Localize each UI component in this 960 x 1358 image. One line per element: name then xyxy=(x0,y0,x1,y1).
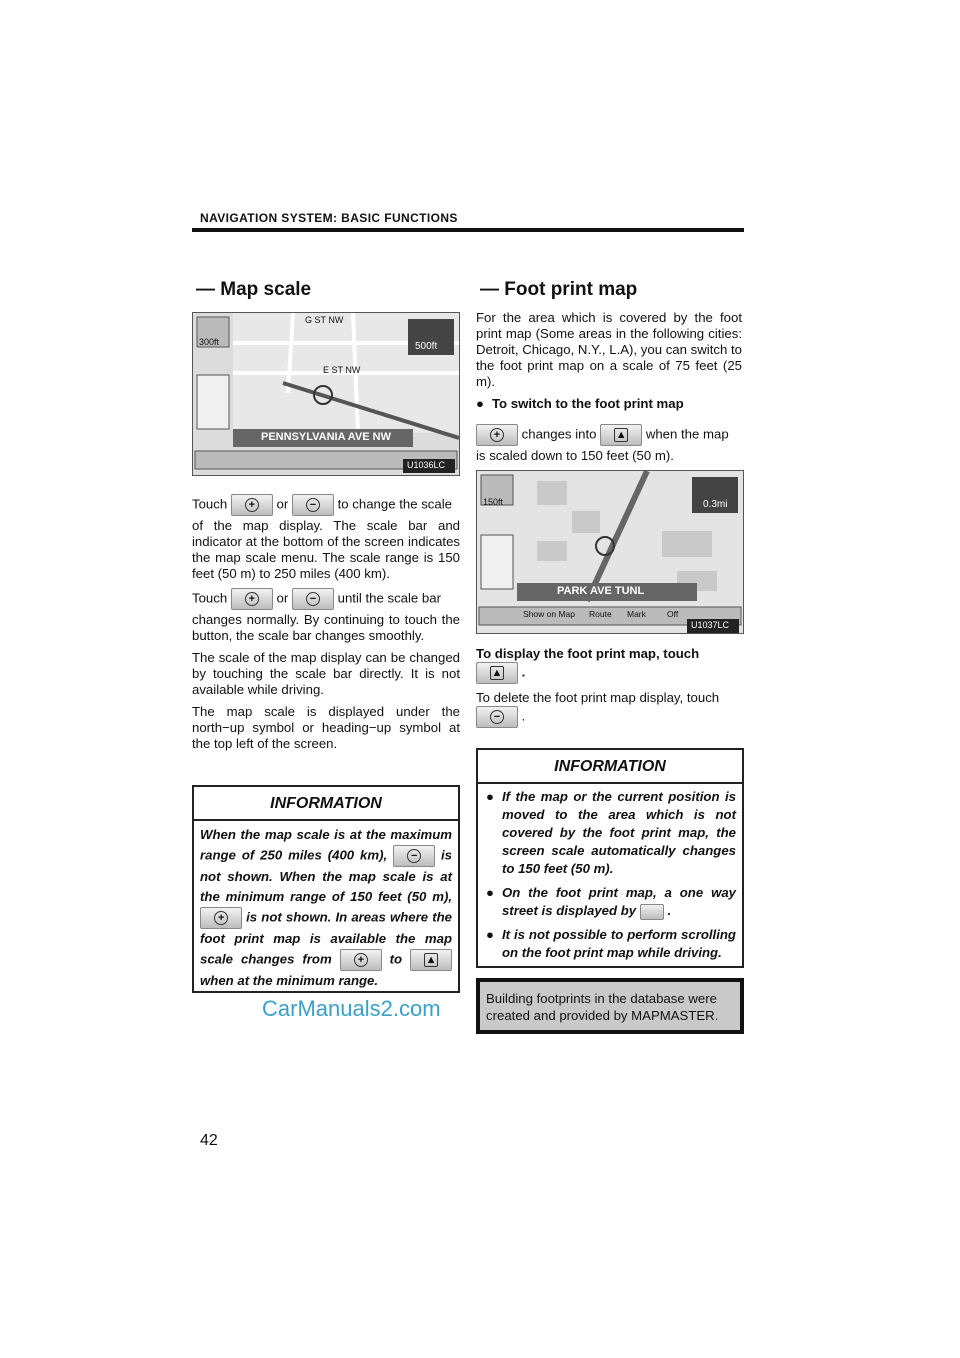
zoom-in-button-icon: + xyxy=(231,494,273,516)
fp-info-b2: On the foot print map, a one way street is displayed by xyxy=(501,885,736,918)
fp-info-b3: It is not possible to perform scrolling on the foot print map while driving. xyxy=(501,927,736,960)
map-scale-body xyxy=(192,494,460,758)
section-title-foot-print: — Foot print map xyxy=(480,279,638,300)
p2-or: or xyxy=(276,590,289,606)
bullet-dot: ● xyxy=(486,927,494,942)
map-street-label-mid: E ST NW xyxy=(323,365,361,375)
info-t5: when at the minimum range. xyxy=(200,973,379,988)
fp-map-show-on-map: Show on Map xyxy=(523,609,575,619)
zoom-in-button-icon: + xyxy=(231,588,273,610)
p1-rest: of the map display. The scale bar and indicator at the bottom of the screen indicates the map scale menu. The scale range is 150 feet (50 m) to 250 miles (400 km). xyxy=(192,518,460,581)
foot-print-intro xyxy=(476,310,742,470)
fp-p4: To delete the foot print map display, touch xyxy=(476,690,720,705)
one-way-arrow-icon xyxy=(640,904,664,920)
watermark: CarManuals2.com xyxy=(262,996,441,1021)
zoom-out-button-icon: − xyxy=(476,706,518,728)
fp-map-off: Off xyxy=(667,609,679,619)
fp-map-image-code: U1037LC xyxy=(691,620,730,630)
p4: The map scale is displayed under the north−up symbol or heading−up symbol at the top left of the screen. xyxy=(192,704,460,751)
page-header: NAVIGATION SYSTEM: BASIC FUNCTIONS xyxy=(200,211,458,225)
bullet-dot: ● xyxy=(476,396,484,411)
p1-touch: Touch xyxy=(192,496,228,512)
fp-p2a: changes into xyxy=(521,426,597,442)
info-text xyxy=(200,825,452,991)
p1-to-change: to change the scale xyxy=(337,496,452,512)
fp-info-text: ● If the map or the current position is moved to the area which is not covered by the foot print map, the screen scale automatically changes to 150 feet (50 m). ● On the foot print map, a one way street is displayed by . ● It is not possible to perform scrolling on the foot print map while driving. xyxy=(486,789,736,960)
fp-map-banner: PARK AVE TUNL xyxy=(557,585,645,597)
zoom-out-button-icon: − xyxy=(393,845,435,867)
page-number: 42 xyxy=(200,1132,218,1149)
p2-until: until the scale bar xyxy=(337,590,441,606)
fp-map-scale: 150ft xyxy=(483,497,504,507)
zoom-out-button-icon: − xyxy=(292,494,334,516)
info-t4: to xyxy=(389,951,403,967)
foot-print-button-icon: ▲ xyxy=(600,424,642,446)
map-image-code: U1036LC xyxy=(407,460,446,470)
fp-p2b: when the map xyxy=(645,426,729,442)
fp-map-route: Route xyxy=(589,609,612,619)
map-scale-illustration xyxy=(193,313,459,475)
p1-or: or xyxy=(276,496,289,512)
map-scale-screenshot xyxy=(192,312,460,476)
map-street-banner: PENNSYLVANIA AVE NW xyxy=(261,431,391,443)
header-rule xyxy=(192,228,744,232)
zoom-in-button-icon: + xyxy=(476,424,518,446)
map-distance: 500ft xyxy=(415,341,438,352)
foot-print-button-icon: ▲ xyxy=(476,662,518,684)
info-box-foot-print xyxy=(476,748,744,968)
p2-touch: Touch xyxy=(192,590,228,606)
fp-p2-rest: is scaled down to 150 feet (50 m). xyxy=(476,448,674,463)
map-street-label-top: G ST NW xyxy=(305,315,344,325)
zoom-in-button-icon: + xyxy=(200,907,242,929)
info-t1: When the map scale is at the maximum range of 250 miles (400 km), xyxy=(200,827,452,863)
zoom-in-button-icon: + xyxy=(340,949,382,971)
foot-print-map-screenshot xyxy=(476,470,744,634)
foot-print-button-icon: ▲ xyxy=(410,949,452,971)
fp-bullet-text: To switch to the foot print map xyxy=(491,396,684,411)
fp-map-mark: Mark xyxy=(627,609,646,619)
p3: The scale of the map display can be changed by touching the scale bar directly. It is not available while driving. xyxy=(192,650,460,697)
zoom-out-button-icon: − xyxy=(292,588,334,610)
fp-info-b1: If the map or the current position is moved to the area which is not covered by the foot print map, the screen scale automatically changes to 150 feet (50 m). xyxy=(501,789,736,876)
fp-p1: For the area which is covered by the foot print map (Some areas in the following cities: Detroit, Chicago, N.Y., L.A), you can switch to the foot print map on a scale of 75 feet (25 m). xyxy=(476,310,742,389)
info-title: INFORMATION xyxy=(270,795,382,812)
fp-bullet xyxy=(476,396,742,412)
p2-rest: changes normally. By continuing to touch the button, the scale bar changes smoothly. xyxy=(192,612,460,643)
fp-info-title: INFORMATION xyxy=(554,758,666,775)
foot-print-instructions: To display the foot print map, touch ▲ . To delete the foot print map display, touch − . xyxy=(476,646,742,734)
fp-map-distance: 0.3mi xyxy=(703,499,728,510)
bullet-dot: ● xyxy=(486,885,494,900)
map-top-scale: 300ft xyxy=(199,337,220,347)
info-box-map-scale xyxy=(192,785,460,993)
info-t2: is not shown. When the map scale is at the minimum range of 150 feet (50 m), xyxy=(200,847,452,904)
bullet-dot: ● xyxy=(486,789,494,804)
section-title-map-scale: — Map scale xyxy=(196,279,312,300)
info-t3: is not shown. In areas where the foot print map is available the map scale changes from xyxy=(200,909,452,967)
fp-p3: To display the foot print map, touch xyxy=(476,646,700,661)
legal-notice: Building footprints in the database were created and provided by MAPMASTER. xyxy=(476,978,744,1034)
